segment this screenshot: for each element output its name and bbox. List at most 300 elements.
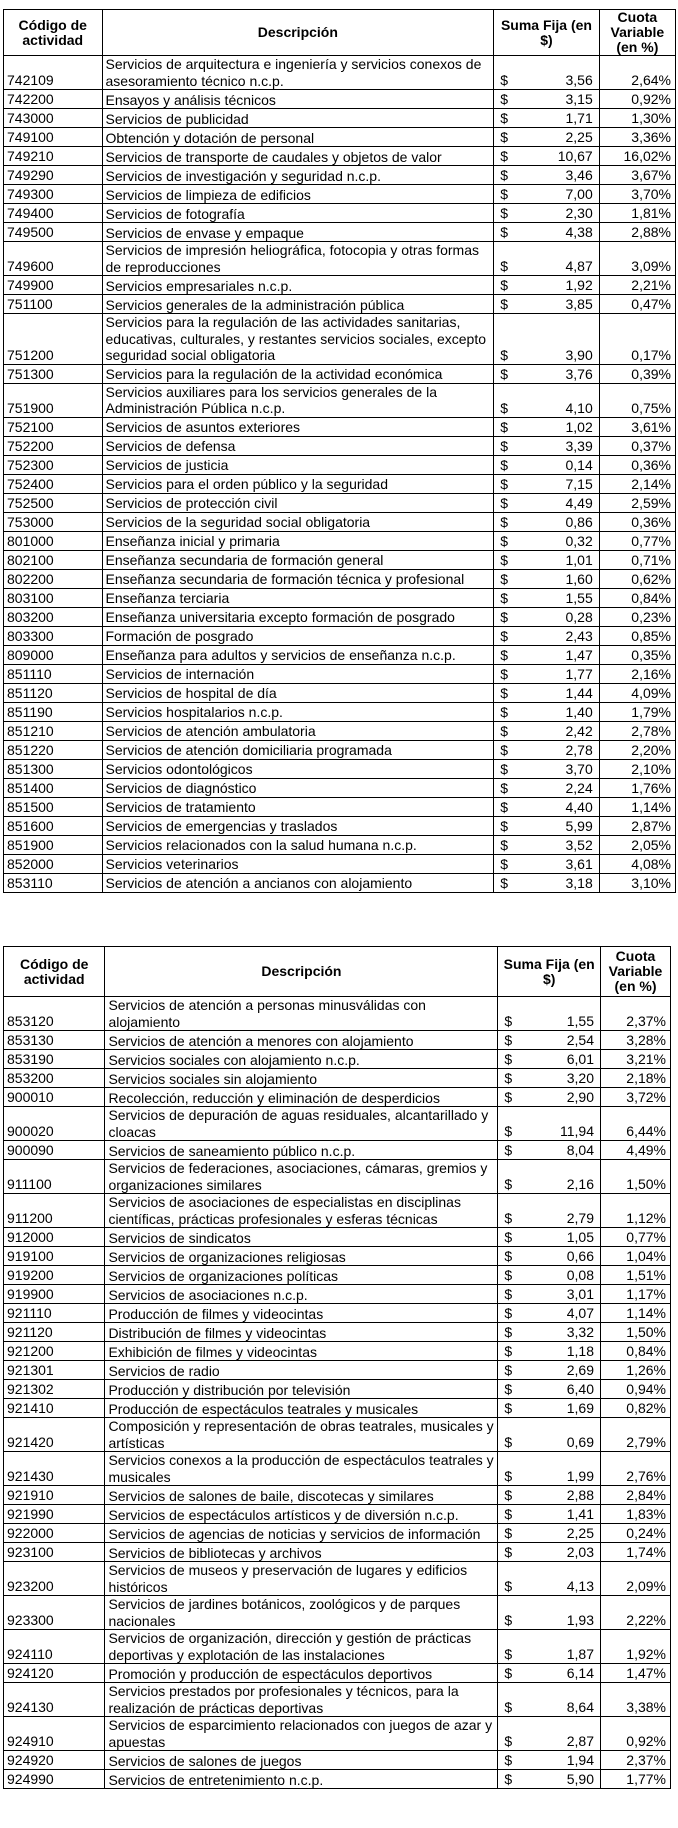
table-row [4, 607, 676, 626]
activity-description: Servicios de diagnóstico [102, 778, 494, 797]
currency-symbol: $ [498, 1543, 533, 1562]
activity-code: 749300 [4, 185, 103, 204]
fixed-amount: 2,54 [533, 1031, 601, 1050]
currency-symbol: $ [494, 109, 529, 128]
activity-code: 749290 [4, 166, 103, 185]
variable-rate: 0,62% [599, 569, 675, 588]
fixed-amount: 2,24 [529, 778, 599, 797]
header-description: Descripción [102, 10, 494, 56]
fixed-amount: 1,99 [533, 1452, 601, 1486]
table-row [4, 223, 676, 242]
fixed-amount: 2,69 [533, 1361, 601, 1380]
fixed-amount: 3,20 [533, 1069, 601, 1088]
fixed-amount: 1,60 [529, 569, 599, 588]
activity-description: Enseñanza terciaria [102, 588, 494, 607]
activity-description: Servicios de envase y empaque [102, 223, 494, 242]
currency-symbol: $ [494, 816, 529, 835]
fixed-amount: 1,01 [529, 550, 599, 569]
currency-symbol: $ [494, 383, 529, 417]
variable-rate: 0,36% [599, 512, 675, 531]
currency-symbol: $ [498, 1683, 533, 1717]
currency-symbol: $ [494, 185, 529, 204]
currency-symbol: $ [494, 550, 529, 569]
activity-code: 921302 [4, 1380, 105, 1399]
table-row [4, 128, 676, 147]
table-row [4, 759, 676, 778]
activity-description: Servicios de fotografía [102, 204, 494, 223]
currency-symbol: $ [494, 512, 529, 531]
variable-rate: 2,59% [599, 493, 675, 512]
fixed-amount: 1,71 [529, 109, 599, 128]
activity-code: 851120 [4, 683, 103, 702]
activity-description: Servicios de depuración de aguas residuales, alcantarillado y cloacas [105, 1107, 498, 1141]
table-row [4, 455, 676, 474]
activity-code: 851220 [4, 740, 103, 759]
fixed-amount: 3,52 [529, 835, 599, 854]
activity-description: Servicios generales de la administración pública [102, 295, 494, 314]
variable-rate: 2,18% [601, 1069, 671, 1088]
activity-description: Enseñanza secundaria de formación general [102, 550, 494, 569]
activity-code: 851600 [4, 816, 103, 835]
activity-code: 851190 [4, 702, 103, 721]
activity-code: 751200 [4, 314, 103, 365]
currency-symbol: $ [498, 1285, 533, 1304]
variable-rate: 0,47% [599, 295, 675, 314]
activity-code: 751900 [4, 383, 103, 417]
fixed-amount: 1,44 [529, 683, 599, 702]
activity-code: 803200 [4, 607, 103, 626]
variable-rate: 3,72% [601, 1088, 671, 1107]
currency-symbol: $ [494, 664, 529, 683]
table-row [4, 1342, 671, 1361]
activity-description: Servicios de investigación y seguridad n.c.p. [102, 166, 494, 185]
currency-symbol: $ [498, 1069, 533, 1088]
table-row [4, 295, 676, 314]
currency-symbol: $ [494, 531, 529, 550]
activity-description: Servicios conexos a la producción de espectáculos teatrales y musicales [105, 1452, 498, 1486]
currency-symbol: $ [498, 1107, 533, 1141]
fixed-amount: 3,56 [529, 56, 599, 90]
variable-rate: 2,09% [601, 1562, 671, 1596]
activity-code: 749900 [4, 276, 103, 295]
table-2-body [4, 997, 671, 1789]
variable-rate: 0,71% [599, 550, 675, 569]
activity-code: 803300 [4, 626, 103, 645]
fixed-amount: 1,94 [533, 1751, 601, 1770]
currency-symbol: $ [494, 588, 529, 607]
fixed-amount: 0,66 [533, 1247, 601, 1266]
table-row [4, 109, 676, 128]
activity-description: Servicios de atención a menores con alojamiento [105, 1031, 498, 1050]
variable-rate: 3,28% [601, 1031, 671, 1050]
currency-symbol: $ [494, 645, 529, 664]
header-code: Código de actividad [4, 947, 105, 997]
activity-description: Formación de posgrado [102, 626, 494, 645]
table-row [4, 835, 676, 854]
activity-code: 749210 [4, 147, 103, 166]
table-row [4, 417, 676, 436]
fixed-amount: 3,01 [533, 1285, 601, 1304]
activity-description: Servicios auxiliares para los servicios generales de la Administración Pública n.c.p. [102, 383, 494, 417]
activity-description: Composición y representación de obras teatrales, musicales y artísticas [105, 1418, 498, 1452]
activity-code: 921200 [4, 1342, 105, 1361]
table-row [4, 721, 676, 740]
fixed-amount: 3,70 [529, 759, 599, 778]
activity-code: 921110 [4, 1304, 105, 1323]
activity-code: 802100 [4, 550, 103, 569]
fixed-amount: 0,14 [529, 455, 599, 474]
fixed-amount: 1,87 [533, 1630, 601, 1664]
variable-rate: 2,76% [601, 1452, 671, 1486]
fixed-amount: 2,42 [529, 721, 599, 740]
table-row [4, 1596, 671, 1630]
fixed-amount: 6,14 [533, 1664, 601, 1683]
variable-rate: 1,83% [601, 1505, 671, 1524]
activity-description: Servicios veterinarios [102, 854, 494, 873]
activity-description: Servicios de espectáculos artísticos y de diversión n.c.p. [105, 1505, 498, 1524]
table-row [4, 512, 676, 531]
activity-code: 921420 [4, 1418, 105, 1452]
activity-code: 742109 [4, 56, 103, 90]
table-row [4, 626, 676, 645]
currency-symbol: $ [494, 56, 529, 90]
activity-code: 851300 [4, 759, 103, 778]
fixed-amount: 4,38 [529, 223, 599, 242]
table-row [4, 166, 676, 185]
fixed-amount: 4,40 [529, 797, 599, 816]
currency-symbol: $ [498, 1266, 533, 1285]
activity-code: 921910 [4, 1486, 105, 1505]
currency-symbol: $ [498, 1342, 533, 1361]
currency-symbol: $ [498, 1323, 533, 1342]
activity-code: 853110 [4, 873, 103, 892]
variable-rate: 0,92% [601, 1717, 671, 1751]
table-row [4, 1452, 671, 1486]
fixed-amount: 3,61 [529, 854, 599, 873]
activity-code: 924110 [4, 1630, 105, 1664]
activity-description: Enseñanza secundaria de formación técnica y profesional [102, 569, 494, 588]
variable-rate: 0,37% [599, 436, 675, 455]
fixed-amount: 1,05 [533, 1228, 601, 1247]
table-row [4, 242, 676, 276]
activity-description: Enseñanza para adultos y servicios de enseñanza n.c.p. [102, 645, 494, 664]
fixed-amount: 11,94 [533, 1107, 601, 1141]
variable-rate: 1,14% [601, 1304, 671, 1323]
activity-code: 851500 [4, 797, 103, 816]
fixed-amount: 6,40 [533, 1380, 601, 1399]
fixed-amount: 0,08 [533, 1266, 601, 1285]
currency-symbol: $ [498, 1247, 533, 1266]
fixed-amount: 4,87 [529, 242, 599, 276]
activity-code: 742200 [4, 90, 103, 109]
table-row [4, 276, 676, 295]
variable-rate: 16,02% [599, 147, 675, 166]
fixed-amount: 6,01 [533, 1050, 601, 1069]
currency-symbol: $ [494, 364, 529, 383]
table-row [4, 1247, 671, 1266]
currency-symbol: $ [498, 1361, 533, 1380]
variable-rate: 2,22% [601, 1596, 671, 1630]
currency-symbol: $ [494, 474, 529, 493]
currency-symbol: $ [498, 997, 533, 1031]
activity-code: 924920 [4, 1751, 105, 1770]
activity-description: Servicios de bibliotecas y archivos [105, 1543, 498, 1562]
variable-rate: 2,14% [599, 474, 675, 493]
fixed-amount: 8,04 [533, 1141, 601, 1160]
currency-symbol: $ [498, 1399, 533, 1418]
variable-rate: 2,78% [599, 721, 675, 740]
activity-description: Servicios de defensa [102, 436, 494, 455]
activity-code: 752100 [4, 417, 103, 436]
fixed-amount: 2,78 [529, 740, 599, 759]
table-row [4, 474, 676, 493]
table-row [4, 1543, 671, 1562]
variable-rate: 0,39% [599, 364, 675, 383]
activity-code: 900010 [4, 1088, 105, 1107]
variable-rate: 2,10% [599, 759, 675, 778]
table-row [4, 683, 676, 702]
currency-symbol: $ [498, 1380, 533, 1399]
activity-code: 912000 [4, 1228, 105, 1247]
table-row [4, 1228, 671, 1247]
activity-description: Servicios de esparcimiento relacionados con juegos de azar y apuestas [105, 1717, 498, 1751]
variable-rate: 4,08% [599, 854, 675, 873]
variable-rate: 1,50% [601, 1160, 671, 1194]
currency-symbol: $ [494, 740, 529, 759]
currency-symbol: $ [494, 417, 529, 436]
table-row [4, 1194, 671, 1228]
table-row [4, 56, 676, 90]
activity-code: 919100 [4, 1247, 105, 1266]
activity-code: 923200 [4, 1562, 105, 1596]
currency-symbol: $ [498, 1194, 533, 1228]
currency-symbol: $ [498, 1505, 533, 1524]
table-row [4, 740, 676, 759]
fixed-amount: 3,15 [529, 90, 599, 109]
activity-description: Servicios de salones de juegos [105, 1751, 498, 1770]
activity-description: Servicios prestados por profesionales y técnicos, para la realización de prácticas deportivas [105, 1683, 498, 1717]
table-row [4, 364, 676, 383]
activity-description: Servicios de protección civil [102, 493, 494, 512]
activity-code: 749500 [4, 223, 103, 242]
activity-description: Servicios de entretenimiento n.c.p. [105, 1770, 498, 1789]
activity-description: Servicios de justicia [102, 455, 494, 474]
activity-description: Servicios de atención domiciliaria programada [102, 740, 494, 759]
activity-code: 753000 [4, 512, 103, 531]
activity-description: Servicios de asociaciones de especialistas en disciplinas científicas, prácticas profesionales y esferas técnicas [105, 1194, 498, 1228]
activity-code: 924130 [4, 1683, 105, 1717]
activity-description: Servicios de organización, dirección y gestión de prácticas deportivas y explotación de las instalaciones [105, 1630, 498, 1664]
table-row [4, 1399, 671, 1418]
table-row [4, 1770, 671, 1789]
table-row [4, 1304, 671, 1323]
variable-rate: 0,92% [599, 90, 675, 109]
activity-code: 921301 [4, 1361, 105, 1380]
table-row [4, 1323, 671, 1342]
activity-code: 749600 [4, 242, 103, 276]
table-row [4, 1630, 671, 1664]
currency-symbol: $ [498, 1562, 533, 1596]
table-row [4, 1717, 671, 1751]
variable-rate: 2,21% [599, 276, 675, 295]
header-variable: Cuota Variable (en %) [601, 947, 671, 997]
currency-symbol: $ [494, 223, 529, 242]
activity-code: 853200 [4, 1069, 105, 1088]
currency-symbol: $ [494, 854, 529, 873]
activity-description: Producción y distribución por televisión [105, 1380, 498, 1399]
activity-code: 802200 [4, 569, 103, 588]
currency-symbol: $ [494, 147, 529, 166]
activity-description: Servicios para el orden público y la seguridad [102, 474, 494, 493]
activity-code: 900020 [4, 1107, 105, 1141]
variable-rate: 0,75% [599, 383, 675, 417]
table-row [4, 645, 676, 664]
table-row [4, 1361, 671, 1380]
variable-rate: 1,50% [601, 1323, 671, 1342]
currency-symbol: $ [498, 1630, 533, 1664]
activity-description: Servicios de la seguridad social obligatoria [102, 512, 494, 531]
fixed-amount: 1,47 [529, 645, 599, 664]
activity-description: Servicios de tratamiento [102, 797, 494, 816]
table-row [4, 147, 676, 166]
currency-symbol: $ [498, 1452, 533, 1486]
fixed-amount: 1,40 [529, 702, 599, 721]
activity-code: 921410 [4, 1399, 105, 1418]
activity-code: 749400 [4, 204, 103, 223]
fixed-amount: 3,90 [529, 314, 599, 365]
variable-rate: 3,38% [601, 1683, 671, 1717]
table-row [4, 1266, 671, 1285]
table-row [4, 702, 676, 721]
table-row [4, 314, 676, 365]
fixed-amount: 2,87 [533, 1717, 601, 1751]
fee-table-1 [3, 9, 676, 893]
activity-description: Exhibición de filmes y videocintas [105, 1342, 498, 1361]
activity-code: 743000 [4, 109, 103, 128]
activity-code: 921120 [4, 1323, 105, 1342]
table-row [4, 873, 676, 892]
table-row [4, 816, 676, 835]
table-row [4, 1050, 671, 1069]
variable-rate: 3,10% [599, 873, 675, 892]
fixed-amount: 1,55 [529, 588, 599, 607]
table-header-row [4, 10, 676, 56]
table-row [4, 1285, 671, 1304]
activity-description: Servicios sociales sin alojamiento [105, 1069, 498, 1088]
variable-rate: 2,79% [601, 1418, 671, 1452]
variable-rate: 6,44% [601, 1107, 671, 1141]
activity-code: 809000 [4, 645, 103, 664]
table-row [4, 90, 676, 109]
activity-code: 923100 [4, 1543, 105, 1562]
activity-description: Servicios hospitalarios n.c.p. [102, 702, 494, 721]
table-row [4, 1160, 671, 1194]
currency-symbol: $ [498, 1751, 533, 1770]
variable-rate: 3,09% [599, 242, 675, 276]
currency-symbol: $ [498, 1141, 533, 1160]
currency-symbol: $ [494, 873, 529, 892]
table-row [4, 1664, 671, 1683]
fixed-amount: 1,92 [529, 276, 599, 295]
currency-symbol: $ [498, 1664, 533, 1683]
variable-rate: 0,23% [599, 607, 675, 626]
table-row [4, 664, 676, 683]
activity-code: 752500 [4, 493, 103, 512]
currency-symbol: $ [498, 1304, 533, 1323]
table-row [4, 531, 676, 550]
activity-description: Servicios de publicidad [102, 109, 494, 128]
fixed-amount: 4,10 [529, 383, 599, 417]
activity-code: 853120 [4, 997, 105, 1031]
table-row [4, 1107, 671, 1141]
fixed-amount: 10,67 [529, 147, 599, 166]
activity-description: Distribución de filmes y videocintas [105, 1323, 498, 1342]
fixed-amount: 0,86 [529, 512, 599, 531]
variable-rate: 1,79% [599, 702, 675, 721]
currency-symbol: $ [498, 1031, 533, 1050]
currency-symbol: $ [494, 721, 529, 740]
variable-rate: 1,74% [601, 1543, 671, 1562]
fixed-amount: 2,88 [533, 1486, 601, 1505]
variable-rate: 3,70% [599, 185, 675, 204]
currency-symbol: $ [494, 128, 529, 147]
table-row [4, 204, 676, 223]
activity-description: Servicios de jardines botánicos, zoológicos y de parques nacionales [105, 1596, 498, 1630]
activity-description: Servicios de museos y preservación de lugares y edificios históricos [105, 1562, 498, 1596]
variable-rate: 1,17% [601, 1285, 671, 1304]
activity-code: 752200 [4, 436, 103, 455]
variable-rate: 0,94% [601, 1380, 671, 1399]
fixed-amount: 2,79 [533, 1194, 601, 1228]
fixed-amount: 1,18 [533, 1342, 601, 1361]
currency-symbol: $ [494, 90, 529, 109]
activity-description: Servicios de atención a ancianos con alojamiento [102, 873, 494, 892]
table-row [4, 588, 676, 607]
table-row [4, 1380, 671, 1399]
fixed-amount: 5,90 [533, 1770, 601, 1789]
activity-description: Servicios sociales con alojamiento n.c.p. [105, 1050, 498, 1069]
activity-description: Servicios de organizaciones religiosas [105, 1247, 498, 1266]
fixed-amount: 3,39 [529, 436, 599, 455]
fixed-amount: 2,25 [529, 128, 599, 147]
currency-symbol: $ [498, 1717, 533, 1751]
activity-code: 924910 [4, 1717, 105, 1751]
currency-symbol: $ [494, 436, 529, 455]
activity-code: 921430 [4, 1452, 105, 1486]
activity-code: 853130 [4, 1031, 105, 1050]
table-row [4, 1562, 671, 1596]
header-variable: Cuota Variable (en %) [599, 10, 675, 56]
variable-rate: 3,61% [599, 417, 675, 436]
variable-rate: 3,21% [601, 1050, 671, 1069]
fixed-amount: 3,32 [533, 1323, 601, 1342]
fixed-amount: 1,55 [533, 997, 601, 1031]
table-row [4, 1486, 671, 1505]
fixed-amount: 2,03 [533, 1543, 601, 1562]
currency-symbol: $ [498, 1524, 533, 1543]
activity-code: 921990 [4, 1505, 105, 1524]
activity-code: 851900 [4, 835, 103, 854]
fixed-amount: 1,41 [533, 1505, 601, 1524]
variable-rate: 1,76% [599, 778, 675, 797]
activity-code: 922000 [4, 1524, 105, 1543]
activity-description: Servicios de limpieza de edificios [102, 185, 494, 204]
activity-description: Servicios de hospital de día [102, 683, 494, 702]
variable-rate: 2,64% [599, 56, 675, 90]
currency-symbol: $ [494, 276, 529, 295]
variable-rate: 1,77% [601, 1770, 671, 1789]
currency-symbol: $ [494, 702, 529, 721]
